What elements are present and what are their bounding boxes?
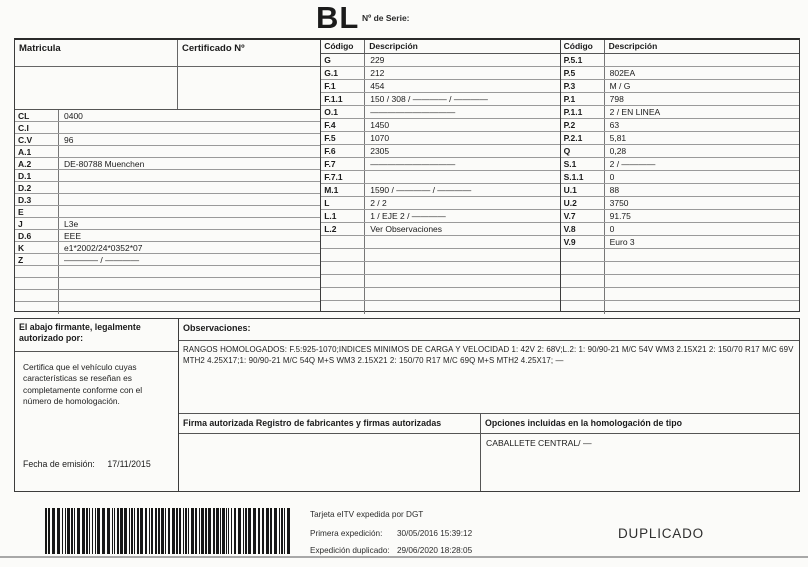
barcode-bar [112, 508, 113, 554]
barcode-bar [117, 508, 119, 554]
row-value [59, 170, 320, 181]
table-section-right [560, 40, 799, 311]
row-code: O.1 [321, 106, 365, 118]
row-value: —————————— [370, 158, 456, 169]
descripcion-header-label: Descripción [369, 41, 418, 51]
table-row [561, 288, 799, 301]
codigo-header-label: Código [561, 40, 605, 53]
barcode-bar [245, 508, 247, 554]
row-value: e1*2002/24*0352*07 [64, 242, 143, 253]
descripcion-header-label: Descripción [608, 41, 658, 51]
row-value: ———— / ———— [64, 254, 140, 265]
signature-row [179, 413, 799, 491]
barcode-bar [168, 508, 170, 554]
barcode-bar [195, 508, 197, 554]
table-row [15, 302, 320, 314]
table-row [15, 110, 320, 122]
table-row [321, 54, 559, 67]
row-value [365, 171, 559, 183]
row-code: F.7 [321, 158, 365, 170]
table-row [561, 210, 799, 223]
row-code: D.6 [15, 230, 59, 241]
row-value [365, 301, 559, 314]
matricula-value-cell [15, 67, 178, 109]
barcode-bar [48, 508, 50, 554]
right-rows [561, 54, 799, 314]
row-value [365, 275, 559, 287]
barcode-bar [248, 508, 251, 554]
row-value: 1 / EJE 2 / ———— [370, 210, 446, 221]
row-value: 0400 [64, 110, 83, 121]
row-code [321, 275, 365, 287]
table-row [321, 67, 559, 80]
row-value [605, 275, 799, 287]
table-row [321, 288, 559, 301]
row-value: 2305 [370, 145, 390, 156]
table-row [321, 301, 559, 314]
row-code: U.1 [561, 184, 605, 196]
row-value: Euro 3 [609, 236, 635, 247]
table-row [15, 134, 320, 146]
row-code [561, 262, 605, 274]
row-code: U.2 [561, 197, 605, 209]
table-row [561, 236, 799, 249]
row-value [365, 288, 559, 300]
barcode-bar [208, 508, 211, 554]
row-code: D.1 [15, 170, 59, 181]
barcode-bar [222, 508, 225, 554]
duplicate-issue-label: Expedición duplicado: [310, 546, 390, 555]
barcode-bar [77, 508, 80, 554]
table-row [321, 197, 559, 210]
barcode-bar [172, 508, 175, 554]
row-value: 5,81 [609, 132, 627, 143]
barcode-bar [62, 508, 63, 554]
barcode-bar [52, 508, 55, 554]
barcode-bar [176, 508, 178, 554]
duplicate-stamp: DUPLICADO [618, 526, 704, 541]
barcode-bar [262, 508, 264, 554]
table-row [321, 145, 559, 158]
barcode-bar [274, 508, 277, 554]
issue-date-line [23, 459, 151, 469]
barcode-bar [279, 508, 280, 554]
row-value [365, 262, 559, 274]
barcode-bar [102, 508, 105, 554]
row-value: 3750 [609, 197, 629, 208]
barcode-bar [114, 508, 115, 554]
row-code: G [321, 54, 365, 66]
table-row [15, 122, 320, 134]
row-value: 1590 / ———— / ———— [370, 184, 472, 195]
row-code: V.7 [561, 210, 605, 222]
barcode-bar [243, 508, 244, 554]
table-row [561, 106, 799, 119]
row-code: P.2 [561, 119, 605, 131]
barcode-bar [213, 508, 215, 554]
barcode-bar [107, 508, 110, 554]
barcode-bar [188, 508, 189, 554]
table-row [321, 93, 559, 106]
table-row [15, 194, 320, 206]
row-code [321, 249, 365, 261]
page-edge-line [0, 556, 808, 558]
table-row [15, 158, 320, 170]
barcode-bar [161, 508, 164, 554]
table-row [321, 158, 559, 171]
row-code [15, 266, 59, 277]
row-code [321, 236, 365, 248]
row-code: J [15, 218, 59, 229]
observations-text: RANGOS HOMOLOGADOS: F.5:925-1070;INDICES MINIMOS DE CARGA Y VELOCIDAD 1: 42V 2: 68V;L.2: 1: 90/90-21 M/C 54V WM3 2.15X21 2: 150/70 R17 M/C 69V MTH2 4.25X17;1: 90/90-21 M/C 54Q M+S WM3 2.15X21 2: 150/70 R17 M/C 69Q M+S MTH2 4.25X17; — [183, 345, 794, 366]
barcode-bar [82, 508, 85, 554]
table-row [15, 290, 320, 302]
row-value [59, 122, 320, 133]
row-value [59, 302, 320, 314]
barcode-bar [95, 508, 96, 554]
row-value [59, 194, 320, 205]
row-value: 1070 [370, 132, 390, 143]
barcode-bar [185, 508, 187, 554]
row-value: L3e [64, 218, 79, 229]
row-code: C.V [15, 134, 59, 145]
barcode-bar [140, 508, 143, 554]
plate-value-row [15, 67, 320, 110]
row-code: L.2 [321, 223, 365, 235]
table-row [561, 158, 799, 171]
row-value: 88 [609, 184, 620, 195]
table-row [15, 146, 320, 158]
table-row [561, 262, 799, 275]
serial-number-label: Nº de Serie: [362, 13, 410, 23]
row-value: 1450 [370, 119, 390, 130]
barcode-bar [65, 508, 66, 554]
table-row [321, 106, 559, 119]
table-row [15, 230, 320, 242]
row-code: Q [561, 145, 605, 157]
barcode-bar [86, 508, 88, 554]
row-code: S.1 [561, 158, 605, 170]
row-code: G.1 [321, 67, 365, 79]
row-code: CL [15, 110, 59, 121]
barcode-bar [253, 508, 256, 554]
barcode-bar [234, 508, 236, 554]
firma-header: Firma autorizada Registro de fabricantes y firmas autorizadas [179, 414, 480, 434]
row-code [321, 301, 365, 314]
table-row [321, 262, 559, 275]
row-code: S.1.1 [561, 171, 605, 183]
barcode-bar [158, 508, 160, 554]
row-value: —————————— [370, 106, 456, 117]
row-code [561, 249, 605, 261]
document-type-code: BL [316, 0, 360, 35]
row-code: F.4 [321, 119, 365, 131]
row-code [15, 302, 59, 314]
table-row [321, 275, 559, 288]
row-code [321, 288, 365, 300]
table-row [561, 67, 799, 80]
row-value: 0 [609, 171, 615, 182]
table-row [321, 210, 559, 223]
barcode-bar [281, 508, 283, 554]
row-value [605, 54, 799, 66]
row-value: DE-80788 Muenchen [64, 158, 145, 169]
row-code [15, 278, 59, 289]
row-code [561, 275, 605, 287]
barcode-bar [155, 508, 157, 554]
row-value: Ver Observaciones [370, 223, 443, 234]
table-row [15, 254, 320, 266]
row-value [59, 266, 320, 277]
table-row [561, 223, 799, 236]
barcode-bar [137, 508, 139, 554]
certification-block [14, 318, 800, 492]
row-value: 150 / 308 / ———— / ———— [370, 93, 488, 104]
middle-column-header [321, 40, 559, 54]
row-code: F.7.1 [321, 171, 365, 183]
authorized-signature-box [179, 414, 481, 491]
barcode-bar [270, 508, 272, 554]
row-code: C.I [15, 122, 59, 133]
barcode-bar [205, 508, 207, 554]
row-value [605, 301, 799, 314]
barcode-bar [71, 508, 73, 554]
matricula-label: Matricula [15, 40, 178, 66]
row-code: P.1 [561, 93, 605, 105]
barcode-bar [191, 508, 194, 554]
barcode-bar [179, 508, 181, 554]
row-code [15, 290, 59, 301]
barcode-bar [238, 508, 241, 554]
table-row [15, 206, 320, 218]
observations-header: Observaciones: [179, 319, 799, 341]
table-row [561, 275, 799, 288]
row-code: D.2 [15, 182, 59, 193]
certification-statement: Certifica que el vehículo cuyas características se reseñan es completamente conforme con el número de homologación. [23, 362, 143, 407]
table-row [321, 184, 559, 197]
first-issue-timestamp: 30/05/2016 15:39:12 [397, 529, 473, 538]
row-value: 454 [370, 80, 385, 91]
barcode-bar [45, 508, 47, 554]
table-row [321, 132, 559, 145]
row-code: A.1 [15, 146, 59, 157]
row-value [59, 206, 320, 217]
barcode-bar [183, 508, 184, 554]
row-code: M.1 [321, 184, 365, 196]
row-code: D.3 [15, 194, 59, 205]
codigo-header-label: Código [321, 40, 365, 53]
table-row [561, 54, 799, 67]
table-section-left [15, 40, 320, 311]
row-code: F.5 [321, 132, 365, 144]
signer-box [15, 319, 179, 491]
opciones-header: Opciones incluidas en la homologación de tipo [481, 414, 799, 434]
issued-by-text: Tarjeta eITV expedida por DGT [310, 510, 424, 519]
row-value: 63 [609, 119, 620, 130]
row-value [59, 278, 320, 289]
row-code: Z [15, 254, 59, 265]
row-value: 96 [64, 134, 74, 145]
row-value: 798 [609, 93, 624, 104]
duplicate-issue-timestamp: 29/06/2020 18:28:05 [397, 546, 473, 555]
row-code: P.3 [561, 80, 605, 92]
barcode-bar [231, 508, 232, 554]
row-code: V.8 [561, 223, 605, 235]
left-rows [15, 110, 320, 314]
table-row [15, 170, 320, 182]
row-code: E [15, 206, 59, 217]
table-row [561, 145, 799, 158]
row-value: 2 / 2 [370, 197, 387, 208]
row-code: L [321, 197, 365, 209]
middle-rows [321, 54, 559, 314]
row-code: P.2.1 [561, 132, 605, 144]
barcode-bar [284, 508, 285, 554]
row-value [59, 146, 320, 157]
table-row [15, 218, 320, 230]
type-approval-options-box [481, 414, 799, 491]
table-row [561, 249, 799, 262]
table-row [561, 132, 799, 145]
row-code: F.1 [321, 80, 365, 92]
row-value [365, 249, 559, 261]
row-value [59, 182, 320, 193]
row-value: 0 [609, 223, 615, 234]
barcode-image [45, 508, 295, 554]
table-row [321, 119, 559, 132]
issue-date-value: 17/11/2015 [107, 459, 151, 469]
table-row [561, 93, 799, 106]
row-value [59, 290, 320, 301]
barcode-bar [165, 508, 166, 554]
row-value [605, 249, 799, 261]
row-value: 229 [370, 54, 385, 65]
table-row [321, 236, 559, 249]
row-value: 802EA [609, 67, 636, 78]
right-column-header [561, 40, 799, 54]
table-row [15, 242, 320, 254]
table-row [321, 80, 559, 93]
signer-header: El abajo firmante, legalmente autorizado por: [15, 319, 178, 352]
barcode-bar [124, 508, 127, 554]
table-row [561, 197, 799, 210]
barcode-bar [129, 508, 130, 554]
table-row [561, 80, 799, 93]
row-code [561, 301, 605, 314]
row-value: 0,28 [609, 145, 627, 156]
barcode-bar [228, 508, 229, 554]
barcode-bar [220, 508, 221, 554]
row-code: L.1 [321, 210, 365, 222]
plate-header-row [15, 40, 320, 67]
row-code [561, 288, 605, 300]
table-row [321, 223, 559, 236]
table-row [561, 119, 799, 132]
table-row [15, 182, 320, 194]
row-code: P.5 [561, 67, 605, 79]
barcode-bar [149, 508, 150, 554]
row-value: EEE [64, 230, 82, 241]
row-code: F.1.1 [321, 93, 365, 105]
barcode-bar [131, 508, 133, 554]
vehicle-data-table [14, 38, 800, 312]
barcode-bar [258, 508, 260, 554]
barcode-bar [120, 508, 123, 554]
table-row [15, 266, 320, 278]
table-row [561, 171, 799, 184]
certificado-label: Certificado Nº [182, 43, 245, 54]
row-value [365, 236, 559, 248]
row-value: 2 / ———— [609, 158, 656, 169]
barcode-bar [97, 508, 100, 554]
barcode-bar [216, 508, 219, 554]
barcode-bar [145, 508, 147, 554]
opciones-value: CABALLETE CENTRAL/ — [486, 438, 592, 448]
table-row [321, 249, 559, 262]
row-code: P.1.1 [561, 106, 605, 118]
first-issue-label: Primera expedición: [310, 529, 383, 538]
barcode-bar [67, 508, 70, 554]
table-row [321, 171, 559, 184]
barcode-bar [92, 508, 93, 554]
row-value [605, 262, 799, 274]
barcode-bar [134, 508, 135, 554]
barcode-bar [57, 508, 60, 554]
row-code: V.9 [561, 236, 605, 248]
observations-area [179, 319, 799, 491]
row-value: 2 / EN LINEA [609, 106, 661, 117]
row-code: P.5.1 [561, 54, 605, 66]
row-code: F.6 [321, 145, 365, 157]
barcode-bar [226, 508, 227, 554]
barcode-bar [287, 508, 290, 554]
table-row [561, 301, 799, 314]
table-row [15, 278, 320, 290]
row-value: M / G [609, 80, 631, 91]
barcode-bar [199, 508, 200, 554]
row-code [321, 262, 365, 274]
barcode-bar [74, 508, 75, 554]
barcode-bar [151, 508, 153, 554]
table-row [561, 184, 799, 197]
barcode-bar [201, 508, 204, 554]
barcode-bar [266, 508, 269, 554]
row-value: 91.75 [609, 210, 631, 221]
row-value [605, 288, 799, 300]
row-code: K [15, 242, 59, 253]
row-value: 212 [370, 67, 385, 78]
barcode-bar [89, 508, 90, 554]
issue-date-label: Fecha de emisión: [23, 459, 95, 469]
table-section-middle [320, 40, 559, 311]
row-code: A.2 [15, 158, 59, 169]
